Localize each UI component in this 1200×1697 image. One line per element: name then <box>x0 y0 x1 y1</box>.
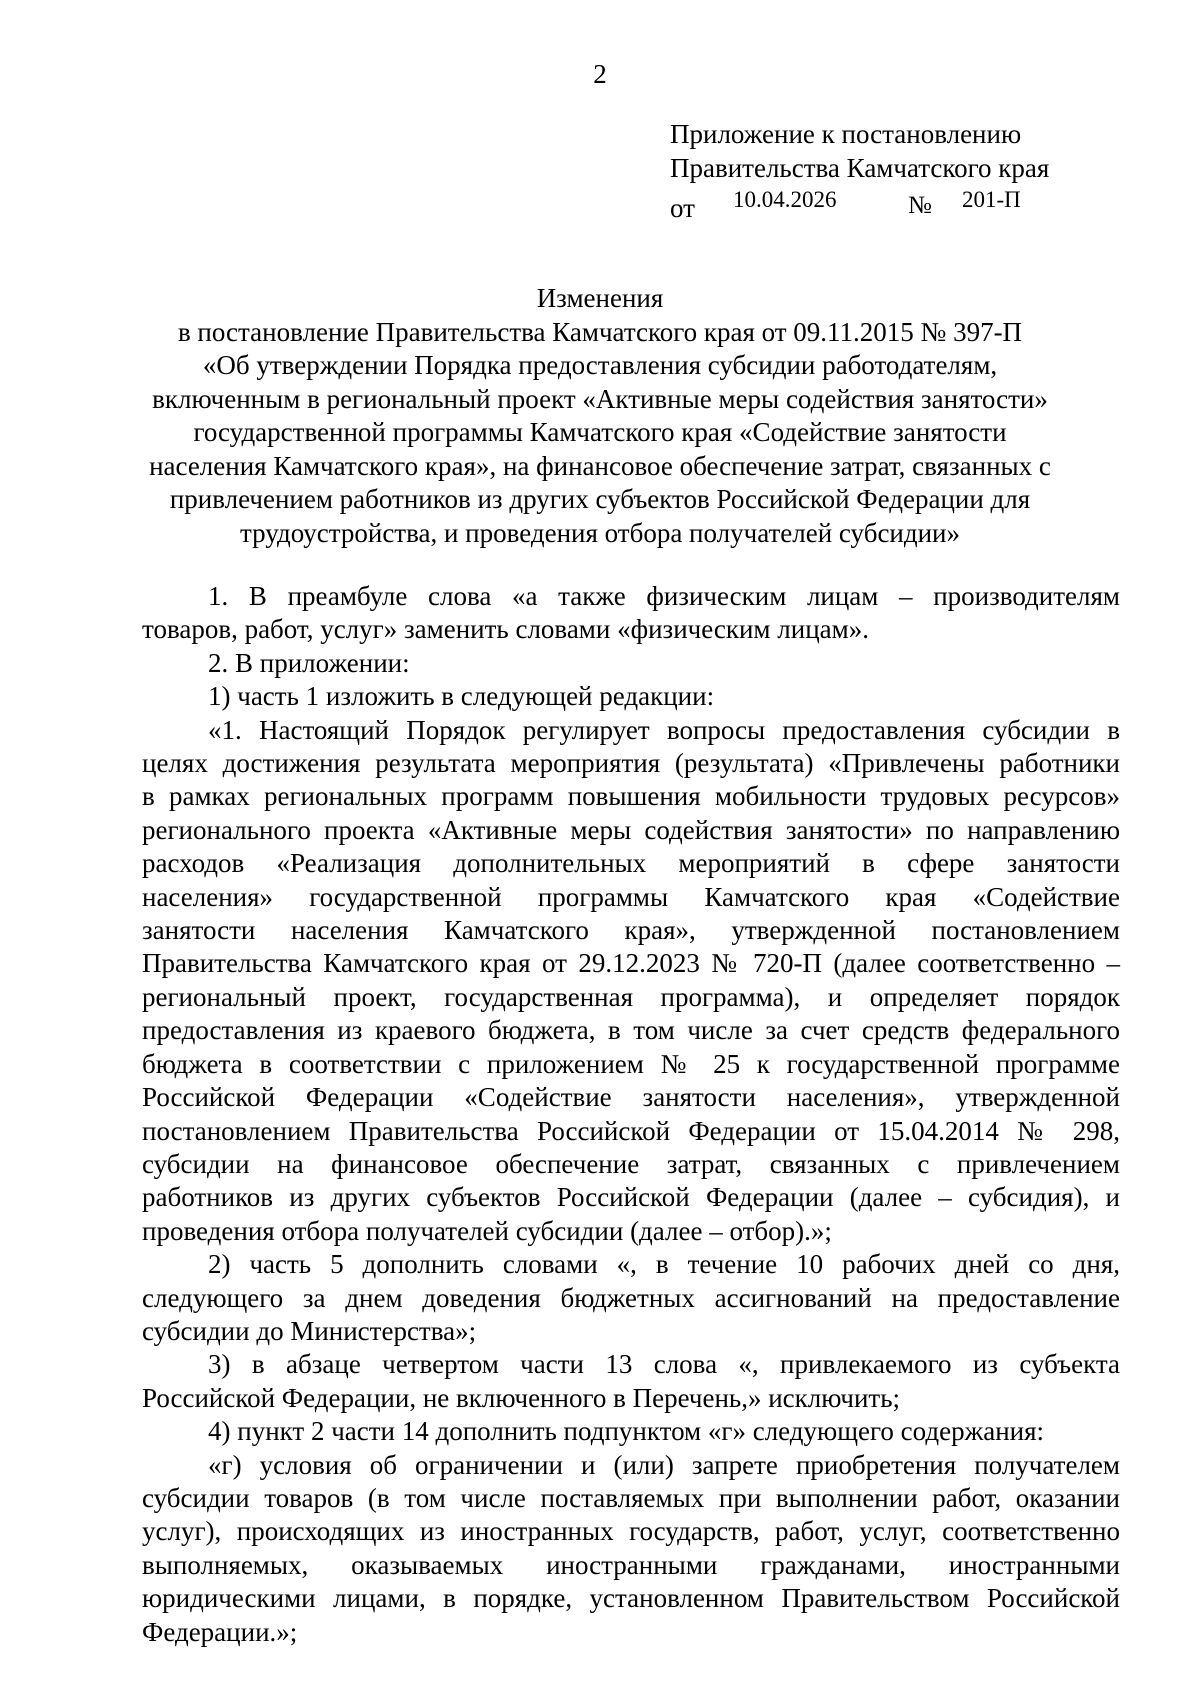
body-line: занятости населения Камчатского края», утвержденной постановлением <box>142 915 1120 946</box>
body-line: 4) пункт 2 части 14 дополнить подпунктом «г» следующего содержания: <box>208 1416 1045 1447</box>
body-line: «1. Настоящий Порядок регулирует вопросы предоставления субсидии в <box>208 714 1120 745</box>
body-line: следующего за днем доведения бюджетных ассигнований на предоставление <box>142 1282 1120 1313</box>
body-line: субсидии товаров (в том числе поставляемых при выполнении работ, оказании <box>142 1482 1120 1513</box>
title-line: трудоустройства, и проведения отбора получателей субсидии» <box>239 517 961 548</box>
body-line: населения» государственной программы Камчатского края «Содействие <box>142 881 1120 912</box>
body-line: в рамках региональных программ повышения мобильности трудовых ресурсов» <box>142 781 1120 812</box>
body-line: постановлением Правительства Российской Федерации от 15.04.2014 № 298, <box>142 1115 1120 1146</box>
decree-number: 201-П <box>962 187 1021 212</box>
number-label: № <box>908 192 932 219</box>
appendix-line-2: Правительства Камчатского края <box>670 153 1050 183</box>
body-line: бюджета в соответствии с приложением № 25 к государственной программе <box>142 1048 1120 1079</box>
appendix-line-1: Приложение к постановлению <box>670 119 1022 149</box>
body-line: расходов «Реализация дополнительных мероприятий в сфере занятости <box>142 848 1120 879</box>
body-line: Российской Федерации «Содействие занятости населения», утвержденной <box>142 1082 1120 1113</box>
body-line: 2) часть 5 дополнить словами «, в течение 10 рабочих дней со дня, <box>208 1249 1120 1280</box>
body-line: 1. В преамбуле слова «а также физическим лицам – производителям <box>208 581 1120 611</box>
body-line: Федерации.»; <box>142 1616 298 1647</box>
body-line: 3) в абзаце четвертом части 13 слова «, привлекаемого из субъекта <box>208 1349 1120 1380</box>
decree-date: 10.04.2026 <box>733 187 837 212</box>
body-line: товаров, работ, услуг» заменить словами «физическим лицам». <box>142 614 869 645</box>
title-line: в постановление Правительства Камчатского края от 09.11.2015 № 397-П <box>177 316 1023 347</box>
title-line: включенным в региональный проект «Активные меры содействия занятости» <box>152 383 1048 414</box>
body-line: субсидии до Министерства»; <box>142 1315 477 1346</box>
body-line: региональный проект, государственная программа), и определяет порядок <box>142 981 1120 1012</box>
title-line: привлечением работников из других субъектов Российской Федерации для <box>169 484 1031 514</box>
appendix-date-number <box>670 185 1090 223</box>
title-line: населения Камчатского края», на финансовое обеспечение затрат, связанных с <box>149 450 1051 481</box>
title-line: «Об утверждении Порядка предоставления субсидии работодателям, <box>202 350 998 380</box>
body-line: Российской Федерации, не включенного в Перечень,» исключить; <box>142 1382 901 1413</box>
body-line: 1) часть 1 изложить в следующей редакции: <box>208 681 715 712</box>
from-label: от <box>670 193 695 223</box>
body-line: работников из других субъектов Российской Федерации (далее – субсидия), и <box>142 1182 1120 1213</box>
title-heading: Изменения <box>536 283 664 313</box>
body-line: 2. В приложении: <box>208 647 410 678</box>
body-line: регионального проекта «Активные меры содействия занятости» по направлению <box>142 814 1120 845</box>
body-line: субсидии на финансовое обеспечение затрат, связанных с привлечением <box>142 1148 1120 1179</box>
title-line: государственной программы Камчатского края «Содействие занятости <box>193 417 1007 447</box>
body-line: услуг), происходящих из иностранных государств, работ, услуг, соответственно <box>142 1516 1120 1547</box>
appendix-header <box>670 117 1090 223</box>
body-line: целях достижения результата мероприятия (результата) «Привлечены работники <box>142 748 1120 779</box>
body-line: Правительства Камчатского края от 29.12.2023 № 720-П (далее соответственно – <box>142 948 1120 979</box>
document-title <box>140 282 1060 550</box>
body-line: «г) условия об ограничении и (или) запрете приобретения получателем <box>208 1449 1120 1480</box>
body-line: проведения отбора получателей субсидии (далее – отбор).»; <box>142 1215 832 1246</box>
body-line: юридическими лицами, в порядке, установленном Правительством Российской <box>142 1583 1120 1614</box>
body-line: предоставления из краевого бюджета, в том числе за счет средств федерального <box>142 1015 1120 1046</box>
document-body <box>142 580 1120 1649</box>
body-line: выполняемых, оказываемых иностранными гражданами, иностранными <box>142 1549 1120 1580</box>
page-number: 2 <box>593 59 607 89</box>
